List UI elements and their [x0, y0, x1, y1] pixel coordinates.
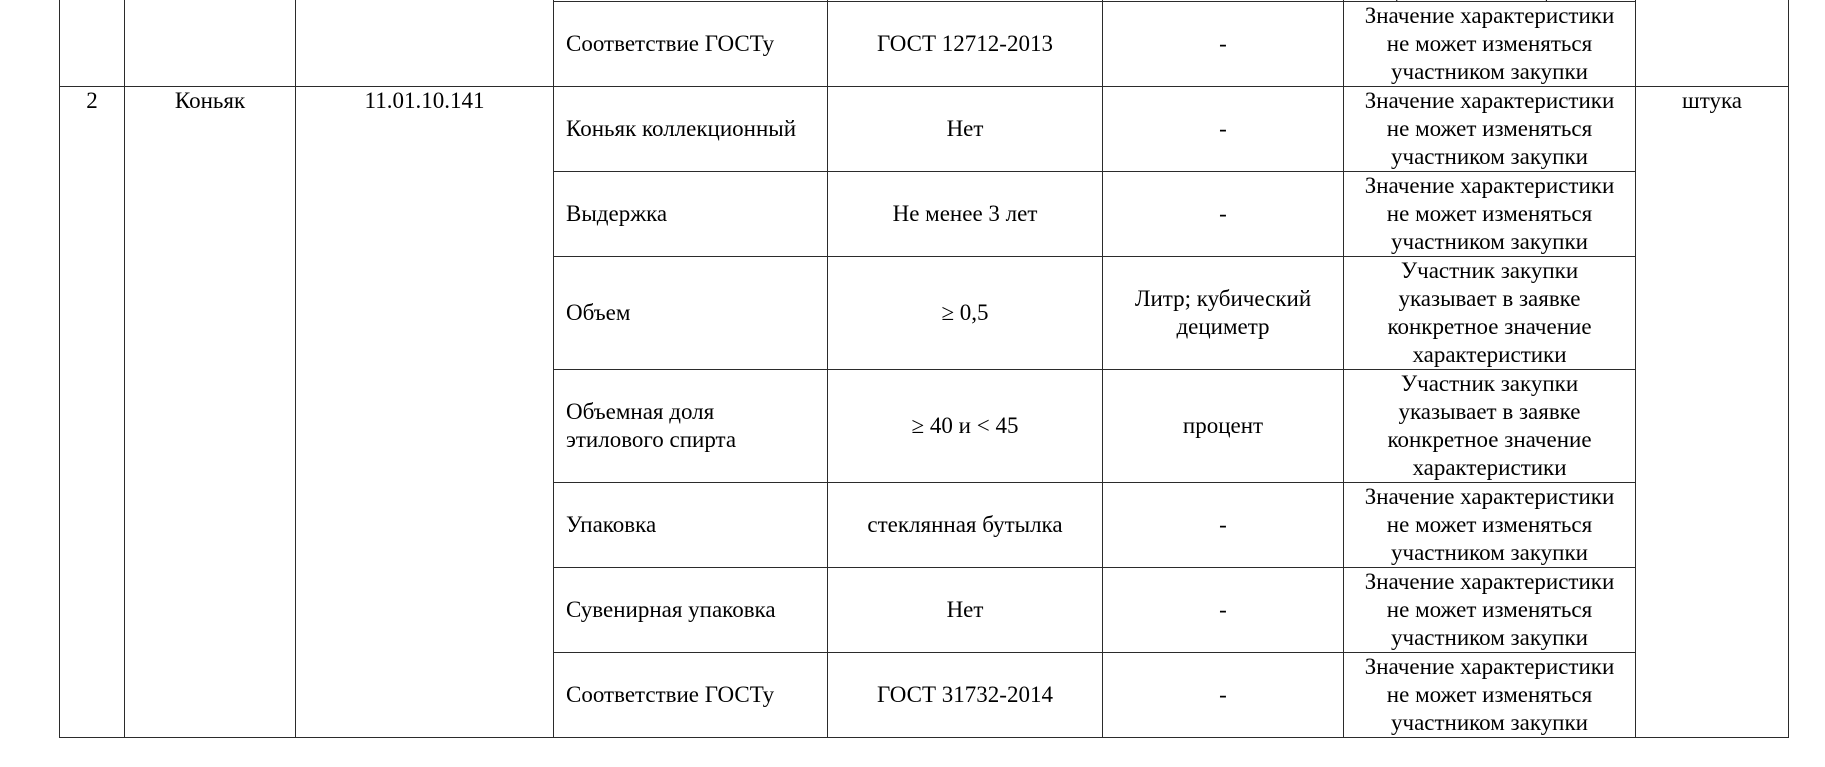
char-name: Выдержка	[554, 172, 828, 257]
char-note: Участник закупки указывает в заявке конкретное значение характеристики	[1344, 370, 1636, 483]
char-note: Значение характеристики не может изменяться участником закупки	[1344, 2, 1636, 87]
prev-code-cell	[296, 0, 554, 87]
prev-measure-cell	[1636, 0, 1789, 87]
char-name: Соответствие ГОСТу	[554, 653, 828, 738]
char-name: Объемная доля этилового спирта	[554, 370, 828, 483]
char-unit: -	[1103, 568, 1344, 653]
char-unit: -	[1103, 653, 1344, 738]
char-name: Соответствие ГОСТу	[554, 2, 828, 87]
char-unit: -	[1103, 483, 1344, 568]
char-unit: Литр; кубический дециметр	[1103, 257, 1344, 370]
char-name: Упаковка	[554, 483, 828, 568]
prev-note-fragment	[1344, 0, 1635, 1]
char-note: Значение характеристики не может изменяться участником закупки	[1344, 87, 1636, 172]
item-number: 2	[60, 87, 125, 738]
item-code: 11.01.10.141	[296, 87, 554, 738]
char-note: Значение характеристики не может изменяться участником закупки	[1344, 653, 1636, 738]
char-unit: -	[1103, 2, 1344, 87]
char-value: Не менее 3 лет	[828, 172, 1103, 257]
char-value: ГОСТ 31732-2014	[828, 653, 1103, 738]
item-name: Коньяк	[125, 87, 296, 738]
char-unit: процент	[1103, 370, 1344, 483]
char-value: Нет	[828, 568, 1103, 653]
prev-num-cell	[60, 0, 125, 87]
characteristics-table	[59, 0, 1789, 738]
prev-name-cell	[125, 0, 296, 87]
item-measure-unit: штука	[1636, 87, 1789, 738]
char-note: Значение характеристики не может изменяться участником закупки	[1344, 483, 1636, 568]
char-value: стеклянная бутылка	[828, 483, 1103, 568]
char-value: ГОСТ 12712-2013	[828, 2, 1103, 87]
char-note: Значение характеристики не может изменяться участником закупки	[1344, 172, 1636, 257]
char-unit: -	[1103, 172, 1344, 257]
char-value: ≥ 40 и < 45	[828, 370, 1103, 483]
char-name: Объем	[554, 257, 828, 370]
char-name: Сувенирная упаковка	[554, 568, 828, 653]
char-name: Коньяк коллекционный	[554, 87, 828, 172]
char-note: Участник закупки указывает в заявке конкретное значение характеристики	[1344, 257, 1636, 370]
table-row	[60, 87, 1789, 172]
char-value: Нет	[828, 87, 1103, 172]
char-note: Значение характеристики не может изменяться участником закупки	[1344, 568, 1636, 653]
char-unit: -	[1103, 87, 1344, 172]
char-value: ≥ 0,5	[828, 257, 1103, 370]
